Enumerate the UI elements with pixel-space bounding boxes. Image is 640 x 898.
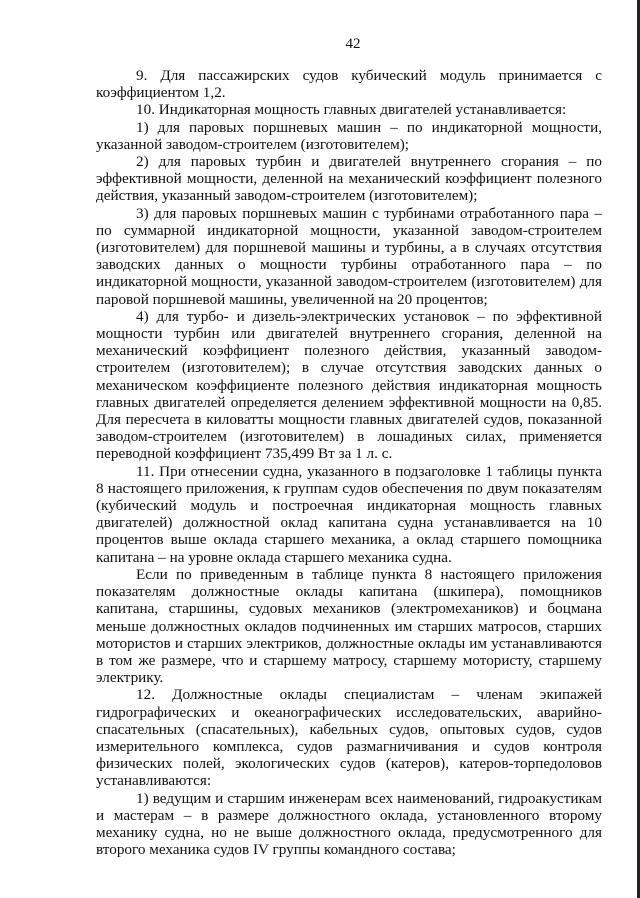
paragraph-11: 11. При отнесении судна, указанного в подзаголовке 1 таблицы пункта 8 настоящего приложения, к группам судов обеспечения по двум показателям (кубический модуль и построечная индикаторная мощность главных двигателей) должностной оклад капитана судна устанавливается на 10 процентов выше оклада старшего механика, а оклад старшего помощника капитана – на уровне оклада старшего механика судна. — [96, 462, 602, 566]
page-number: 42 — [345, 36, 361, 52]
paragraph-9: 9. Для пассажирских судов кубический модуль принимается с коэффициентом 1,2. — [96, 67, 602, 102]
paragraph-12-item-1: 1) ведущим и старшим инженерам всех наименований, гидроакустикам и мастерам – в размере должностного оклада, установленного второму механику судна, но не выше должностного оклада, предусмотренного для второго механика судов IV группы командного состава; — [96, 789, 602, 859]
paragraph-11-continuation: Если по приведенным в таблице пункта 8 настоящего приложения показателям должностные оклады капитана (шкипера), помощников капитана, старшины, судовых механиков (электромехаников) и боцмана меньше должностных окладов подчиненных им старших матросов, старших мотористов и старших электриков, должностные оклады им устанавливаются в том же размере, что и старшему матросу, старшему мотористу, старшему электрику. — [96, 565, 602, 687]
paragraph-10-item-4: 4) для турбо- и дизель-электрических установок – по эффективной мощности турбин или двигателей внутреннего сгорания, деленной на механический коэффициент полезного действия, указанный заводом-строителем (изготовителем); в случае отсутствия заводских данных о механическом коэффициенте полезного действия индикаторная мощность главных двигателей определяется делением эффективной мощности на 0,85. Для пересчета в киловатты мощности главных двигателей судов, показанной заводом-строителем (изготовителем) в лошадиных силах, применяется переводной коэффициент 735,499 Вт за 1 л. с. — [96, 307, 602, 463]
paragraph-12: 12. Должностные оклады специалистам – членам экипажей гидрографических и океанографических исследовательских, аварийно-спасательных (спасательных), кабельных судов, опытовых судов, судов измерительного комплекса, судов размагничивания и судов контроля физических полей, экологических судов (катеров), катеров-торпедоловов устанавливаются: — [96, 686, 602, 790]
document-body — [96, 67, 602, 858]
paragraph-10: 10. Индикаторная мощность главных двигателей устанавливается: — [136, 101, 567, 119]
paragraph-10-item-3: 3) для паровых поршневых машин с турбинами отработанного пара – по суммарной индикаторной мощности, указанной заводом-строителем (изготовителем) для поршневой машины и турбины, а в случаях отсутствия заводских данных о мощности турбины отработанного пара – по индикаторной мощности, указанной заводом-строителем (изготовителем) для паровой поршневой машины, увеличенной на 20 процентов; — [96, 204, 602, 308]
paragraph-10-item-2: 2) для паровых турбин и двигателей внутреннего сгорания – по эффективной мощности, деленной на механический коэффициент полезного действия, указанный заводом-строителем (изготовителем); — [96, 153, 602, 205]
paragraph-10-item-1: 1) для паровых поршневых машин – по индикаторной мощности, указанной заводом-строителем (изготовителем); — [96, 118, 602, 153]
